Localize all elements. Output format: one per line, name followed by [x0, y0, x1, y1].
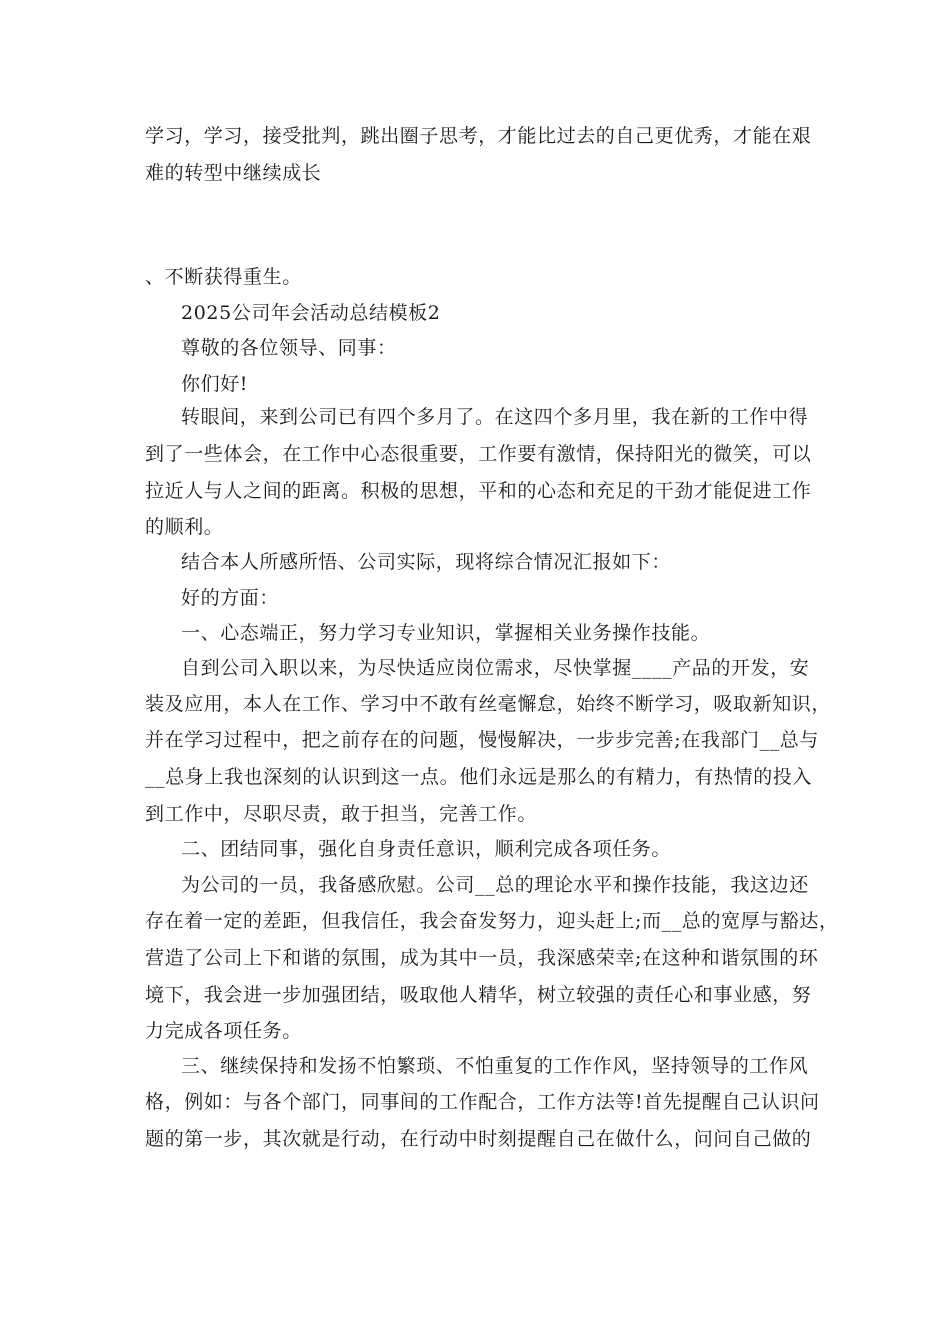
paragraph-line: 并在学习过程中，把之前存在的问题，慢慢解决，一步步完善;在我部门__总与: [145, 729, 820, 751]
paragraph-line: 到了一些体会，在工作中心态很重要，工作要有激情，保持阳光的微笑，可以: [145, 443, 812, 465]
paragraph-line: 三、继续保持和发扬不怕繁琐、不怕重复的工作作风，坚持领导的工作风: [181, 1055, 809, 1077]
paragraph-line: __总身上我也深刻的认识到这一点。他们永远是那么的有精力，有热情的投入: [145, 766, 813, 788]
paragraph-line: 转眼间，来到公司已有四个多月了。在这四个多月里，我在新的工作中得: [181, 406, 809, 428]
paragraph-line: 题的第一步，其次就是行动，在行动中时刻提醒自己在做什么，问问自己做的: [145, 1128, 812, 1150]
section-label: 好的方面：: [181, 587, 280, 609]
summary-intro: 结合本人所感所悟、公司实际，现将综合情况汇报如下：: [181, 551, 672, 573]
paragraph-line: 力完成各项任务。: [145, 1020, 302, 1042]
paragraph-line: 装及应用，本人在工作、学习中不敢有丝毫懈怠，始终不断学习，吸取新知识，: [145, 693, 832, 715]
salutation: 尊敬的各位领导、同事：: [181, 337, 397, 359]
paragraph-line: 营造了公司上下和谐的氛围，成为其中一员，我深感荣幸;在这种和谐氛围的环: [145, 947, 819, 969]
paragraph-line: 拉近人与人之间的距离。积极的思想，平和的心态和充足的干劲才能促进工作: [145, 480, 812, 502]
text-line: 难的转型中继续成长: [145, 162, 322, 184]
paragraph-line: 的顺利。: [145, 516, 224, 538]
greeting: 你们好!: [181, 373, 249, 395]
paragraph-line: 境下，我会进一步加强团结，吸取他人精华，树立较强的责任心和事业感，努: [145, 984, 812, 1006]
document-title: 2025公司年会活动总结模板2: [181, 302, 441, 324]
paragraph-line: 到工作中，尽职尽责，敢于担当，完善工作。: [145, 803, 538, 825]
section-heading: 二、团结同事，强化自身责任意识，顺利完成各项任务。: [181, 838, 672, 860]
paragraph-line: 存在着一定的差距，但我信任，我会奋发努力，迎头赶上;而__总的宽厚与豁达，: [145, 910, 839, 932]
paragraph-line: 自到公司入职以来，为尽快适应岗位需求，尽快掌握____产品的开发，安: [181, 657, 810, 679]
paragraph-line: 为公司的一员，我备感欣慰。公司__总的理论水平和操作技能，我这边还: [181, 874, 809, 896]
section-heading: 一、心态端正，努力学习专业知识，掌握相关业务操作技能。: [181, 622, 711, 644]
text-line: 、不断获得重生。: [145, 266, 302, 288]
text-line: 学习，学习，接受批判，跳出圈子思考，才能比过去的自己更优秀，才能在艰: [145, 125, 812, 147]
paragraph-line: 格，例如：与各个部门，同事间的工作配合，工作方法等!首先提醒自己认识问: [145, 1091, 820, 1113]
